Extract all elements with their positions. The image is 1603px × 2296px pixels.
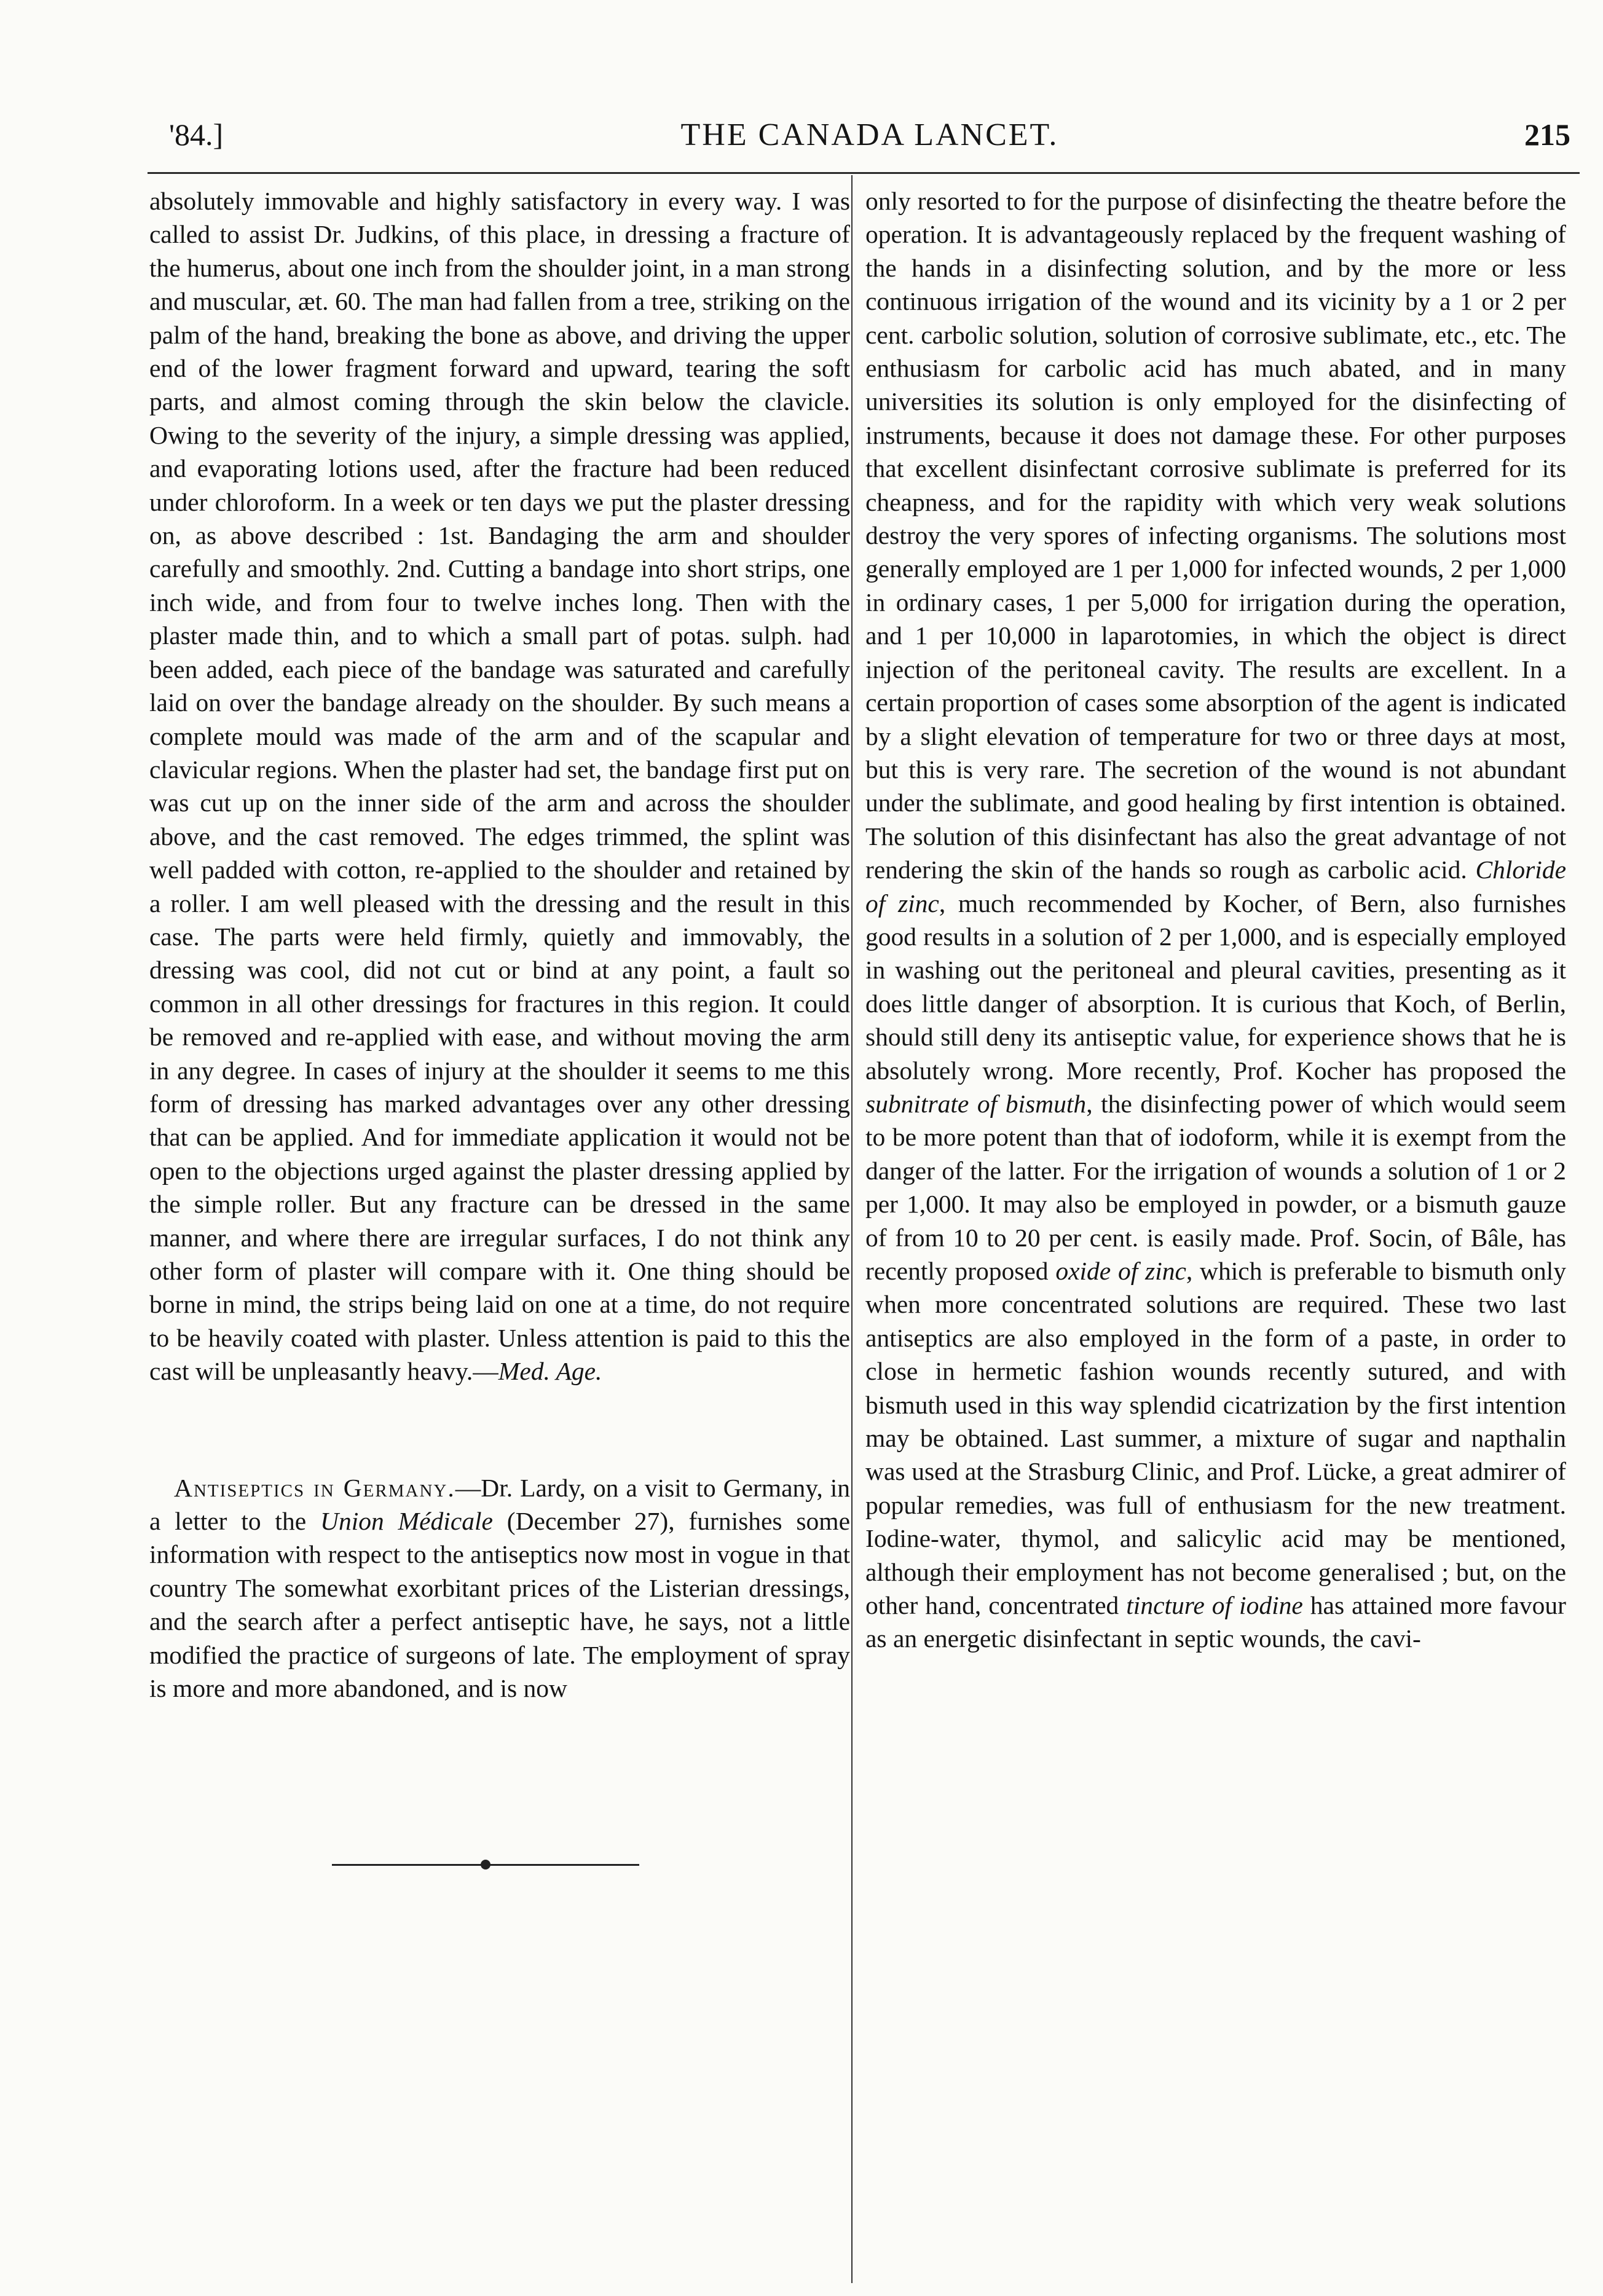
column-divider (851, 175, 853, 2283)
text-run-d: , which is preferable to bismuth only when more concentrated solutions are required. These two last antiseptics are also employed in the form of a paste, in order to close in hermetic fashion wounds recently sutured, and with bismuth used in this way splendid cicatrization by the first intention may be obtained. Last summer, a mixture of sugar and napthalin was used at the Strasburg Clinic, and Prof. Lücke, a great admirer of popular remedies, was full of enthusiasm for the new treatment. Iodine-water, thymol, and salicylic acid may be mentioned, although their employment has not become generalised ; but, on the other hand, concentrated (865, 1257, 1567, 1620)
article-intro: —Dr. Lardy, on a visit to Germany, in a letter to the (149, 1473, 850, 1536)
journal-title: THE CANADA LANCET. (680, 117, 1059, 152)
text-run-e: has attained more favour as an energetic disinfectant in septic wounds, the cavi- (865, 1591, 1566, 1653)
separator-ornament (481, 1860, 490, 1869)
term-tincture-of-iodine: tincture of iodine (1126, 1591, 1303, 1620)
text-run-a: only resorted to for the purpose of disinfecting the theatre before the operation. It is advantageously replaced by the frequent washing of the hands in a disinfecting solution, and by the more or less continuous irrigation of the wound and its vicinity by a 1 or 2 per cent. carbolic solution, solution of corrosive sublimate, etc., etc. The enthusiasm for carbolic acid has much abated, and in many universities its solution is only employed for the disinfecting of instruments, because it does not damage these. For other purposes that excellent disinfectant corrosive sublimate is preferred for its cheapness, and for the rapidity with which very weak solutions destroy the very spores of infecting organisms. The solutions most generally employed are 1 per 1,000 for infected wounds, 2 per 1,000 in ordinary cases, 1 per 5,000 for irrigation during the operation, and 1 per 10,000 in laparotomies, in which the object is direct injection of the peritoneal cavity. The results are excellent. In a certain proportion of cases some absorption of the agent is indicated by a slight elevation of temperature for two or three days at most, but this is very rare. The secretion of the wound is not abundant under the sublimate, and good healing by first intention is obtained. The solution of this disinfectant has also the great advantage of not rendering the skin of the hands so rough as carbolic acid. (865, 187, 1566, 884)
text-run-b: , much recommended by Kocher, of Bern, also furnishes good results in a solution of 2 per 1,000, and is especially employed in washing out the peritoneal and pleural cavities, presenting as it does little danger of absorption. It is curious that Koch, of Berlin, should still deny its antiseptic value, for experience shows that he is absolutely wrong. More recently, Prof. Kocher has proposed the (865, 889, 1566, 1085)
term-subnitrate-of-bismuth: subnitrate of bismuth (865, 1089, 1087, 1118)
source-citation: Med. Age. (498, 1357, 602, 1386)
article-continuation (149, 184, 850, 1388)
header-rule (148, 172, 1580, 174)
article-body: absolutely immovable and highly satisfactory in every way. I was called to assist Dr. Judkins, of this place, in dressing a fracture of the humerus, about one inch from the shoulder joint, in a man strong and muscular, æt. 60. The man had fallen from a tree, striking on the palm of the hand, breaking the bone as above, and driving the upper end of the lower fragment forward and upward, tearing the soft parts, and almost coming through the skin below the clavicle. Owing to the severity of the injury, a simple dressing was applied, and evaporating lotions used, after the fracture had been reduced under chloroform. In a week or ten days we put the plaster dressing on, as above described : 1st. Bandaging the arm and shoulder carefully and smoothly. 2nd. Cutting a bandage into short strips, one inch wide, and from four to twelve inches long. Then with the plaster made thin, and to which a small part of potas. sulph. had been added, each piece of the bandage was saturated and carefully laid on over the bandage already on the shoulder. By such means a complete mould was made of the arm and of the scapular and clavicular regions. When the plaster had set, the bandage first put on was cut up on the inner side of the arm and across the shoulder above, and the cast removed. The edges trimmed, the splint was well padded with cotton, re-applied to the shoulder and retained by a roller. I am well pleased with the dressing and the result in this case. The parts were held firmly, quietly and immovably, the dressing was cool, did not cut or bind at any point, a fault so common in all other dressings for fractures in this region. It could be removed and re-applied with ease, and without moving the arm in any degree. In cases of injury at the shoulder it seems to me this form of dressing has marked advantages over any other dressing that can be applied. And for immediate application it would not be open to the objections urged against the plaster dressing applied by the simple roller. But any fracture can be dressed in the same manner, and where there are irregular surfaces, I do not think any other form of plaster will compare with it. One thing should be borne in mind, the strips being laid on one at a time, do not require to be heavily coated with plaster. Unless attention is paid to this the cast will be unpleasantly heavy.— (149, 187, 850, 1386)
term-oxide-of-zinc: oxide of zinc (1055, 1257, 1186, 1285)
section-spacer (149, 1388, 850, 1471)
running-header (169, 117, 1570, 166)
page-number: 215 (1524, 117, 1570, 152)
header-year: '84.] (169, 117, 224, 152)
article-body-2: (December 27), furnishes some information with respect to the antiseptics now most in vogue in that country The somewhat exorbitant prices of the Listerian dressings, and the search after a perfect antiseptic have, he says, not a little modified the practice of surgeons of late. The employment of spray is more and more abandoned, and is now (149, 1507, 850, 1703)
term-chloride-of-zinc: Chloride of zinc (865, 855, 1566, 918)
text-run-c: , the disinfecting power of which would seem to be more potent than that of iodoform, while it is exempt from the danger of the latter. For the irrigation of wounds a solution of 1 or 2 per 1,000. It may also be employed in powder, or a bismuth gauze of from 10 to 20 per cent. is easily made. Prof. Socin, of Bâle, has recently proposed (865, 1089, 1566, 1285)
section-title: Antiseptics in Germany. (174, 1473, 455, 1502)
right-column (865, 184, 1566, 1656)
journal-name: Union Médicale (320, 1507, 493, 1536)
antiseptics-article (149, 1471, 850, 1705)
left-column (149, 184, 850, 1705)
antiseptics-continuation (865, 184, 1566, 1656)
